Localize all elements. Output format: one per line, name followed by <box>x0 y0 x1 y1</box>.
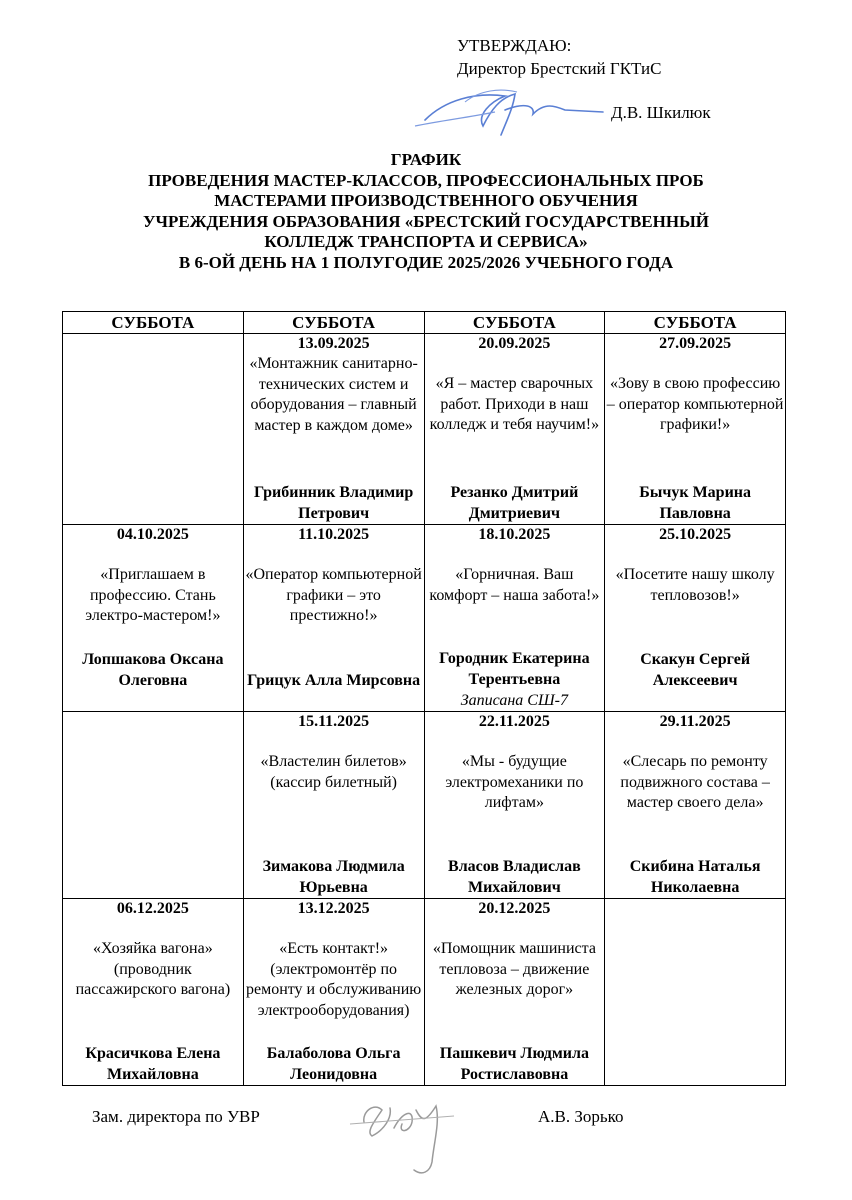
master-name: Городник Екатерина Терентьевна <box>439 650 590 688</box>
event-date: 29.11.2025 <box>659 713 731 730</box>
schedule-cell <box>63 712 244 899</box>
master-name: Пашкевич Людмила Ростиславовна <box>439 1045 589 1083</box>
event-topic: «Властелин билетов» (кассир билетный) <box>260 753 407 791</box>
table-row <box>63 334 786 525</box>
director-name: Д.В. Шкилюк <box>611 103 711 122</box>
event-topic: «Оператор компьютерной графики – это престижно!» <box>245 566 422 624</box>
schedule-cell <box>243 525 424 712</box>
deputy-director-name: А.В. Зорько <box>538 1107 624 1126</box>
master-name-block <box>425 648 605 711</box>
event-topic: «Монтажник санитарно-технических систем и оборудования – главный мастер в каждом доме» <box>249 355 418 434</box>
master-name-block <box>244 1043 424 1085</box>
approval-position: Директор Брестский ГКТиС <box>457 59 662 78</box>
master-name: Власов Владислав Михайлович <box>448 858 581 896</box>
title-line: КОЛЛЕДЖ ТРАНСПОРТА И СЕРВИСА» <box>264 232 588 251</box>
master-name: Скибина Наталья Николаевна <box>629 858 761 896</box>
master-name-block <box>605 482 785 524</box>
title-line: МАСТЕРАМИ ПРОИЗВОДСТВЕННОГО ОБУЧЕНИЯ <box>214 191 638 210</box>
deputy-director-role: Зам. директора по УВР <box>92 1107 260 1126</box>
event-topic: «Есть контакт!» (электромонтёр по ремонту и обслуживанию электрооборудования) <box>245 940 422 1019</box>
master-name-block <box>63 649 243 691</box>
master-name: Лопшакова Оксана Олеговна <box>82 651 224 689</box>
schedule-cell <box>424 334 605 525</box>
master-name: Зимакова Людмила Юрьевна <box>262 858 405 896</box>
schedule-cell <box>243 712 424 899</box>
event-date: 15.11.2025 <box>298 713 370 730</box>
approval-heading: УТВЕРЖДАЮ: <box>457 36 572 55</box>
schedule-cell <box>605 899 786 1086</box>
title-line: ГРАФИК <box>390 150 462 169</box>
deputy-signature <box>344 1092 464 1182</box>
master-name: Скакун Сергей Алексеевич <box>640 651 751 689</box>
title-line: ПРОВЕДЕНИЯ МАСТЕР-КЛАССОВ, ПРОФЕССИОНАЛЬНЫХ ПРОБ <box>148 170 704 190</box>
approval-block <box>457 34 661 80</box>
event-date: 25.10.2025 <box>659 526 732 543</box>
master-name-block <box>605 649 785 691</box>
event-date: 27.09.2025 <box>659 335 732 352</box>
column-header: СУББОТА <box>243 312 424 334</box>
document-title <box>40 150 812 273</box>
schedule-cell <box>63 334 244 525</box>
master-name: Бычук Марина Павловна <box>639 484 751 522</box>
master-name-block <box>63 1043 243 1085</box>
event-topic: «Хозяйка вагона» (проводник пассажирского вагона) <box>75 940 231 998</box>
master-name: Резанко Дмитрий Дмитриевич <box>450 484 579 522</box>
event-topic: «Приглашаем в профессию. Стань электро-мастером!» <box>85 566 221 624</box>
event-topic: «Слесарь по ремонту подвижного состава – мастер своего дела» <box>620 753 770 811</box>
event-topic: «Помощник машиниста тепловоза – движение железных дорог» <box>432 940 596 998</box>
table-row <box>63 712 786 899</box>
header-row <box>63 312 786 334</box>
event-date: 20.09.2025 <box>478 335 551 352</box>
event-topic: «Я – мастер сварочных работ. Приходи в наш колледж и тебя научим!» <box>429 375 600 433</box>
director-signature <box>405 80 605 140</box>
master-name: Красичкова Елена Михайловна <box>85 1045 221 1083</box>
master-name-block <box>244 856 424 898</box>
master-name-block <box>244 482 424 524</box>
schedule-cell <box>63 525 244 712</box>
event-date: 04.10.2025 <box>116 526 189 543</box>
event-date: 20.12.2025 <box>478 900 551 917</box>
event-topic: «Зову в свою профессию – оператор компьютерной графики!» <box>606 375 784 433</box>
event-topic: «Горничная. Ваш комфорт – наша забота!» <box>429 566 600 604</box>
table-row <box>63 525 786 712</box>
event-date: 06.12.2025 <box>116 900 189 917</box>
master-name-block <box>425 482 605 524</box>
master-name-block <box>605 856 785 898</box>
master-name: Грицук Алла Мирсовна <box>247 672 421 689</box>
schedule-cell <box>243 334 424 525</box>
event-topic: «Посетите нашу школу тепловозов!» <box>615 566 775 604</box>
event-date: 11.10.2025 <box>298 526 370 543</box>
schedule-cell <box>605 712 786 899</box>
title-line: В 6-ОЙ ДЕНЬ НА 1 ПОЛУГОДИЕ 2025/2026 УЧЕБНОГО ГОДА <box>178 252 674 272</box>
master-name: Балаболова Ольга Леонидовна <box>266 1045 401 1083</box>
event-date: 18.10.2025 <box>478 526 551 543</box>
column-header: СУББОТА <box>605 312 786 334</box>
schedule-cell <box>424 712 605 899</box>
title-line: УЧРЕЖДЕНИЯ ОБРАЗОВАНИЯ «БРЕСТСКИЙ ГОСУДАРСТВЕННЫЙ <box>143 211 709 231</box>
schedule-cell <box>243 899 424 1086</box>
event-date: 13.09.2025 <box>297 335 370 352</box>
schedule-cell <box>605 334 786 525</box>
column-header: СУББОТА <box>63 312 244 334</box>
master-name: Грибинник Владимир Петрович <box>253 484 414 522</box>
master-name-block <box>425 856 605 898</box>
column-header: СУББОТА <box>424 312 605 334</box>
schedule-cell <box>63 899 244 1086</box>
schedule-cell <box>424 899 605 1086</box>
table-row <box>63 899 786 1086</box>
schedule-table <box>62 311 786 1086</box>
master-name-block <box>425 1043 605 1085</box>
event-topic: «Мы - будущие электромеханики по лифтам» <box>445 753 584 811</box>
event-date: 13.12.2025 <box>297 900 370 917</box>
event-date: 22.11.2025 <box>478 713 550 730</box>
schedule-cell <box>424 525 605 712</box>
master-name-block <box>244 670 424 691</box>
registration-note: Записана СШ-7 <box>460 692 568 709</box>
schedule-cell <box>605 525 786 712</box>
